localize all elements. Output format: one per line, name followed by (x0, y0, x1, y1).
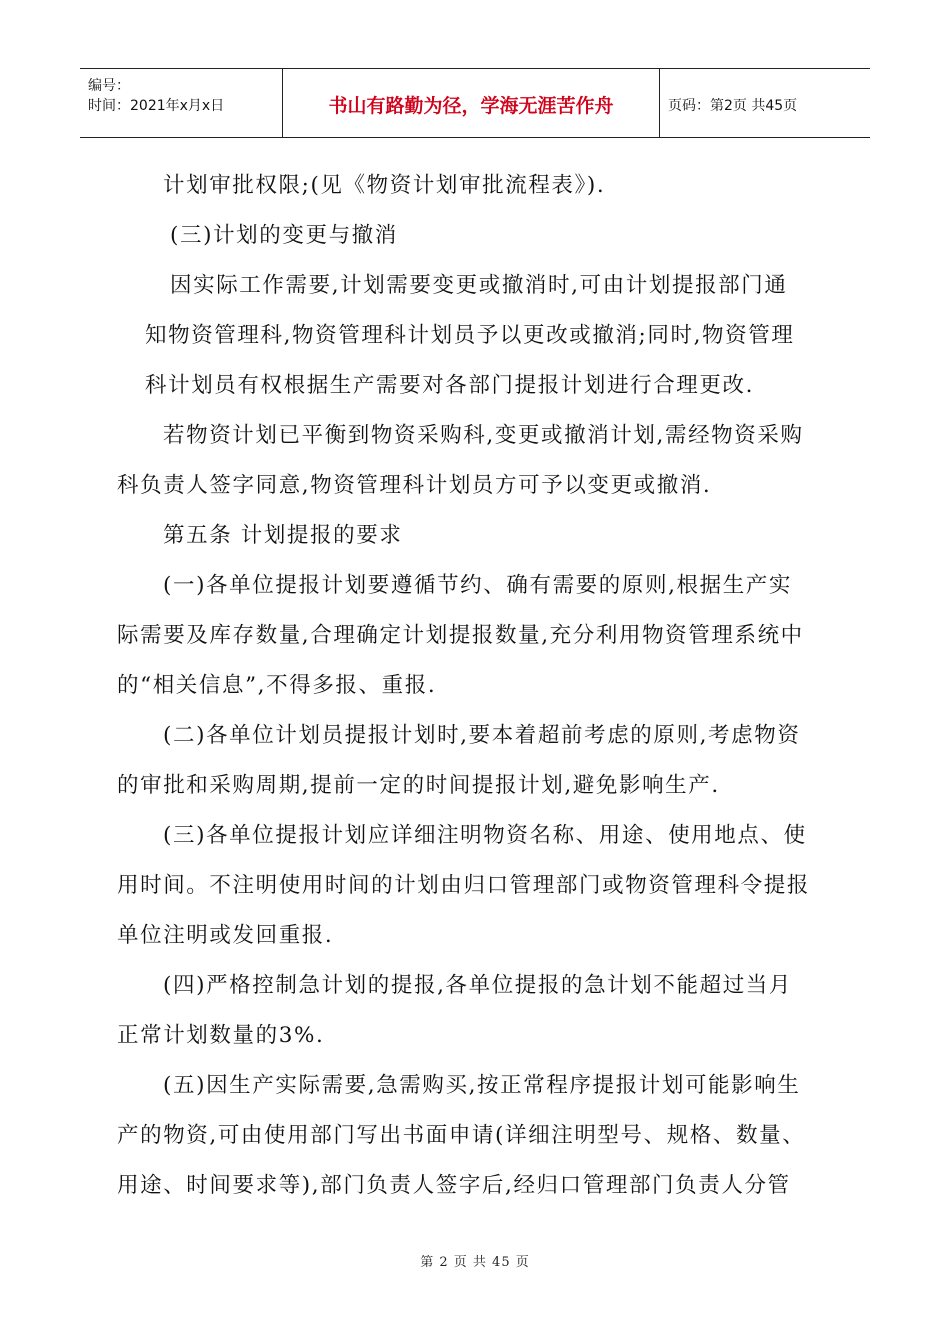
body-line: (一)各单位提报计划要遵循节约、确有需要的原则,根据生产实 (163, 573, 793, 598)
body-line: 计划审批权限;(见《物资计划审批流程表》). (163, 173, 606, 198)
body-line: (五)因生产实际需要,急需购买,按正常程序提报计划可能影响生 (163, 1073, 801, 1098)
motto-text: 书山有路勤为径，学海无涯苦作舟 (328, 95, 614, 117)
header-info-cell (80, 69, 283, 137)
body-line: 用时间。不注明使用时间的计划由归口管理部门或物资管理科令提报 (117, 873, 811, 898)
body-line: 因实际工作需要,计划需要变更或撤消时,可由计划提报部门通 (170, 273, 788, 298)
body-line: 知物资管理科,物资管理科计划员予以更改或撤消;同时,物资管理 (145, 323, 795, 348)
body-line: 的审批和采购周期,提前一定的时间提报计划,避免影响生产. (117, 773, 720, 798)
page-label: 页码：第2页 共45页 (668, 98, 798, 114)
number-label: 编号： (88, 78, 130, 94)
body-line: 若物资计划已平衡到物资采购科,变更或撤消计划,需经物资采购 (163, 423, 804, 448)
page-footer: 第 2 页 共 45 页 (420, 1255, 530, 1270)
time-label: 时间：2021年x月x日 (88, 98, 225, 114)
body-line: 科计划员有权根据生产需要对各部门提报计划进行合理更改. (145, 373, 755, 398)
header-motto-cell (283, 69, 660, 137)
article-heading: 第五条 计划提报的要求 (163, 523, 403, 548)
body-line: 的“相关信息”,不得多报、重报. (117, 673, 437, 698)
body-line: 正常计划数量的3%. (117, 1023, 325, 1048)
body-line: 科负责人签字同意,物资管理科计划员方可予以变更或撤消. (117, 473, 712, 498)
body-line: 产的物资,可由使用部门写出书面申请(详细注明型号、规格、数量、 (117, 1123, 806, 1148)
body-line: 际需要及库存数量,合理确定计划提报数量,充分利用物资管理系统中 (117, 623, 804, 648)
body-line: 单位注明或发回重报. (117, 923, 334, 948)
body-line: (三)各单位提报计划应详细注明物资名称、用途、使用地点、使 (163, 823, 807, 848)
document-header (80, 68, 870, 138)
body-line: (四)严格控制急计划的提报,各单位提报的急计划不能超过当月 (163, 973, 793, 998)
header-page-cell (660, 69, 870, 137)
body-line: 用途、时间要求等),部门负责人签字后,经归口管理部门负责人分管 (117, 1173, 791, 1198)
body-line: (二)各单位计划员提报计划时,要本着超前考虑的原则,考虑物资 (163, 723, 801, 748)
section-heading: (三)计划的变更与撤消 (170, 223, 398, 248)
